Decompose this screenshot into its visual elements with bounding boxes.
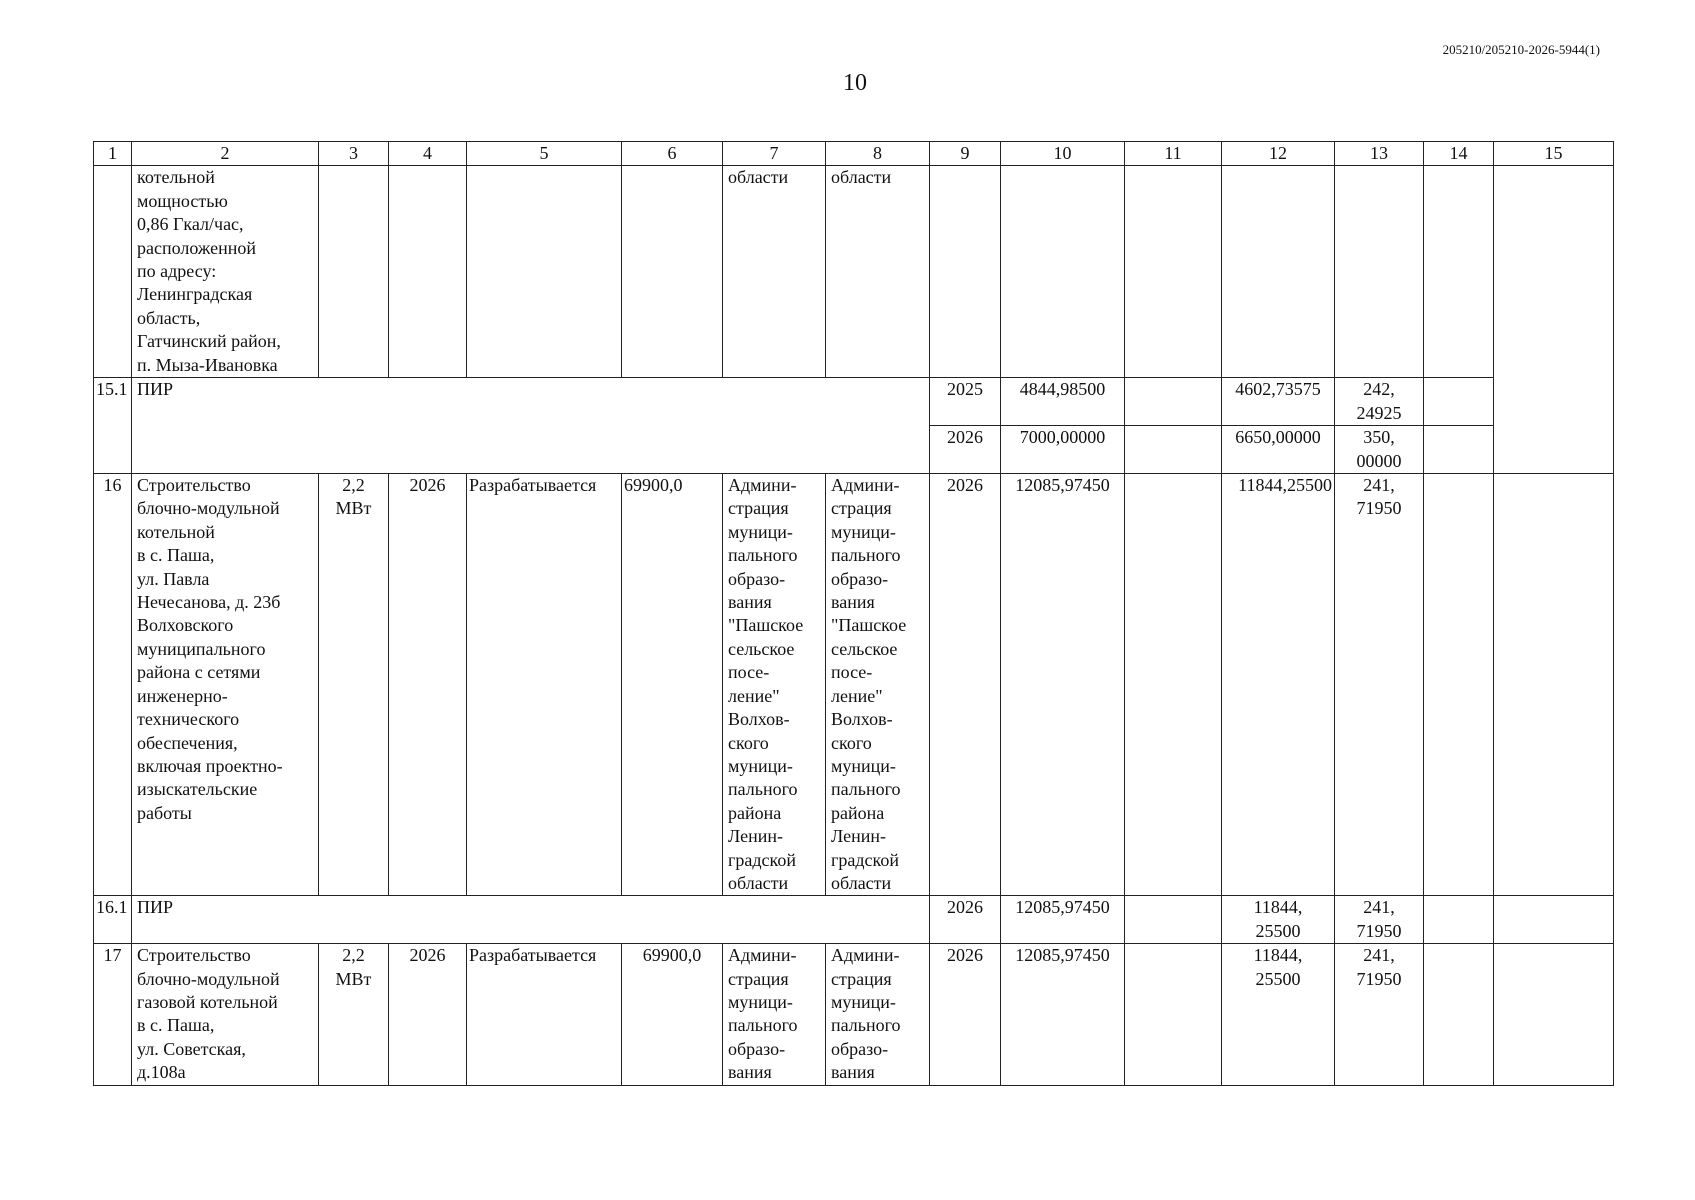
document-id: 205210/205210-2026-5944(1) xyxy=(1442,42,1600,57)
capacity-cell: 2,2 МВт xyxy=(319,944,389,1085)
year-cell: 2026 xyxy=(389,944,467,1085)
regional-budget-cell: 6650,00000 xyxy=(1222,426,1335,474)
stage-label: ПИР xyxy=(132,378,930,474)
table-cell xyxy=(1424,426,1494,474)
table-cell xyxy=(1001,166,1125,378)
table-cell xyxy=(1494,166,1614,474)
builder-cell: области xyxy=(826,166,930,378)
column-number: 11 xyxy=(1125,142,1222,166)
column-number: 6 xyxy=(622,142,723,166)
column-number: 9 xyxy=(930,142,1001,166)
column-number-row xyxy=(94,142,1614,166)
row-number: 16 xyxy=(94,474,132,896)
table-cell xyxy=(1424,944,1494,1085)
year-cell: 2026 xyxy=(930,474,1001,896)
row-number xyxy=(94,166,132,378)
page-number: 10 xyxy=(843,70,867,96)
table-cell xyxy=(1494,474,1614,896)
data-table xyxy=(93,141,1614,1086)
table-cell xyxy=(1125,896,1222,944)
table-row xyxy=(94,378,1614,426)
local-budget-cell: 350, 00000 xyxy=(1335,426,1424,474)
year-cell: 2026 xyxy=(389,474,467,896)
table-cell xyxy=(1222,166,1335,378)
table-cell xyxy=(1424,474,1494,896)
table-cell xyxy=(1125,474,1222,896)
builder-cell: Админи- страция муници- пального образо- вания "Пашское сельское посе- ление" Волхов- ского муници- пального района Ленин- градской области xyxy=(826,474,930,896)
local-budget-cell: 241, 71950 xyxy=(1335,896,1424,944)
column-number: 7 xyxy=(723,142,826,166)
table-cell xyxy=(622,166,723,378)
cost-cell: 69900,0 xyxy=(622,944,723,1085)
column-number: 5 xyxy=(467,142,622,166)
local-budget-cell: 241, 71950 xyxy=(1335,474,1424,896)
row-number: 15.1 xyxy=(94,378,132,474)
row-number: 17 xyxy=(94,944,132,1085)
customer-cell: Админи- страция муници- пального образо- вания "Пашское сельское посе- ление" Волхов- ского муници- пального района Ленин- градской области xyxy=(723,474,826,896)
total-cell: 12085,97450 xyxy=(1001,944,1125,1085)
year-cell: 2026 xyxy=(930,426,1001,474)
total-cell: 4844,98500 xyxy=(1001,378,1125,426)
column-number: 3 xyxy=(319,142,389,166)
object-name: Строительство блочно-модульной газовой котельной в с. Паша, ул. Советская, д.108а xyxy=(132,944,319,1085)
regional-budget-cell: 11844,25500 xyxy=(1222,474,1335,896)
object-name: котельной мощностью 0,86 Гкал/час, расположенной по адресу: Ленинградская область, Гатчинский район, п. Мыза-Ивановка xyxy=(132,166,319,378)
table-cell xyxy=(1424,896,1494,944)
customer-cell: Админи- страция муници- пального образо- вания xyxy=(723,944,826,1085)
column-number: 2 xyxy=(132,142,319,166)
total-cell: 7000,00000 xyxy=(1001,426,1125,474)
table-cell xyxy=(1125,944,1222,1085)
table-cell xyxy=(319,166,389,378)
regional-budget-cell: 11844, 25500 xyxy=(1222,896,1335,944)
object-name: Строительство блочно-модульной котельной в с. Паша, ул. Павла Нечесанова, д. 23б Волховского муниципального района с сетями инженерно- технического обеспечения, включая проектно- изыскательские работы xyxy=(132,474,319,896)
total-cell: 12085,97450 xyxy=(1001,474,1125,896)
column-number: 12 xyxy=(1222,142,1335,166)
builder-cell: Админи- страция муници- пального образо- вания xyxy=(826,944,930,1085)
stage-label: ПИР xyxy=(132,896,930,944)
table-cell xyxy=(389,166,467,378)
capacity-cell: 2,2 МВт xyxy=(319,474,389,896)
table-cell xyxy=(930,166,1001,378)
local-budget-cell: 242, 24925 xyxy=(1335,378,1424,426)
year-cell: 2026 xyxy=(930,944,1001,1085)
table-cell xyxy=(1424,166,1494,378)
table-row xyxy=(94,896,1614,944)
column-number: 1 xyxy=(94,142,132,166)
row-number: 16.1 xyxy=(94,896,132,944)
column-number: 4 xyxy=(389,142,467,166)
table-row xyxy=(94,166,1614,378)
table-cell xyxy=(1125,166,1222,378)
year-cell: 2026 xyxy=(930,896,1001,944)
regional-budget-cell: 4602,73575 xyxy=(1222,378,1335,426)
column-number: 14 xyxy=(1424,142,1494,166)
table-row xyxy=(94,944,1614,1085)
table-row xyxy=(94,474,1614,896)
column-number: 15 xyxy=(1494,142,1614,166)
table-cell xyxy=(1424,378,1494,426)
column-number: 8 xyxy=(826,142,930,166)
year-cell: 2025 xyxy=(930,378,1001,426)
customer-cell: области xyxy=(723,166,826,378)
table-cell xyxy=(467,166,622,378)
table-cell xyxy=(1125,378,1222,426)
column-number: 13 xyxy=(1335,142,1424,166)
cost-cell: 69900,0 xyxy=(622,474,723,896)
status-cell: Разрабатывается xyxy=(467,944,622,1085)
total-cell: 12085,97450 xyxy=(1001,896,1125,944)
column-number: 10 xyxy=(1001,142,1125,166)
table-cell xyxy=(1494,896,1614,944)
table-cell xyxy=(1125,426,1222,474)
table-cell xyxy=(1335,166,1424,378)
table-cell xyxy=(1494,944,1614,1085)
status-cell: Разрабатывается xyxy=(467,474,622,896)
local-budget-cell: 241, 71950 xyxy=(1335,944,1424,1085)
regional-budget-cell: 11844, 25500 xyxy=(1222,944,1335,1085)
